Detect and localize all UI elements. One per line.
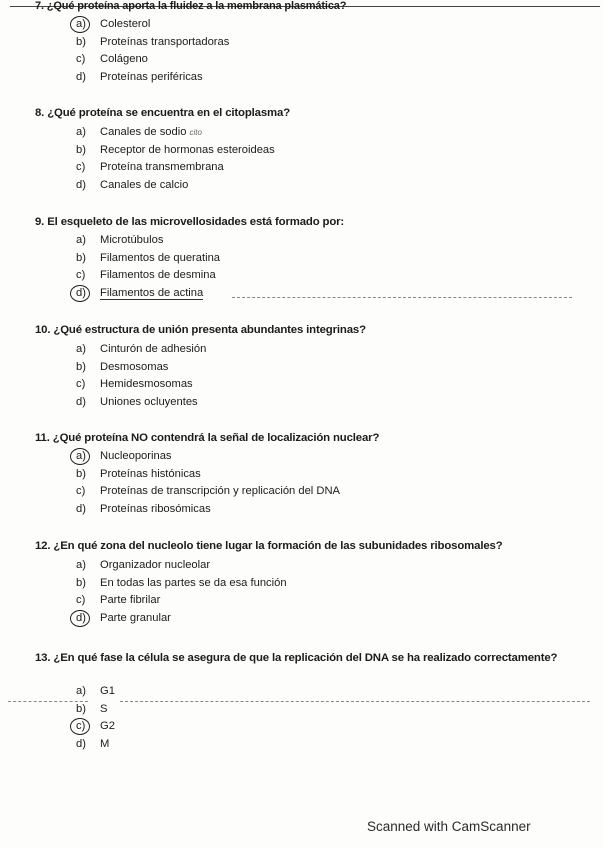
option-q11-d[interactable]: d) Proteínas ribosómicas [76, 502, 211, 515]
option-q8-d[interactable]: d) Canales de calcio [76, 178, 189, 191]
scan-dash-line [120, 701, 590, 702]
option-q11-a[interactable]: a) Nucleoporinas [76, 448, 340, 466]
option-q8-a[interactable]: a) Canales de sodio cito [76, 126, 202, 138]
option-q13-d[interactable]: d) M [76, 737, 110, 750]
option-q10-d[interactable]: d) Uniones ocluyentes [76, 395, 198, 408]
option-q11-b[interactable]: b) Proteínas histónicas [76, 467, 201, 480]
options-q12 [76, 557, 287, 627]
question-text: ¿Qué proteína NO contendrá la señal de localización nuclear? [52, 432, 380, 444]
option-q7-b[interactable]: b) Proteínas transportadoras [76, 35, 230, 48]
option-q7-d[interactable]: d) Proteínas periféricas [76, 70, 203, 83]
options-q7 [76, 16, 229, 86]
option-q13-a[interactable]: a) G1 [76, 685, 115, 697]
question-8 [35, 107, 580, 119]
option-q9-d[interactable]: d) Filamentos de actina [76, 285, 220, 303]
question-7 [35, 0, 580, 12]
question-number: 12. [35, 540, 51, 552]
options-q13 [76, 683, 115, 753]
question-number: 11. [35, 432, 50, 444]
selected-answer-circle [70, 448, 90, 465]
question-number: 8. [35, 107, 45, 119]
option-q7-c[interactable]: c) Colágeno [76, 53, 148, 65]
question-text: El esqueleto de las microvellosidades está formado por: [47, 216, 345, 228]
option-q10-c[interactable]: c) Hemidesmosomas [76, 378, 193, 390]
selected-answer-circle [70, 718, 90, 735]
question-text: ¿Qué proteína aporta la fluidez a la membrana plasmática? [46, 0, 347, 12]
options-q10 [76, 341, 206, 411]
option-q12-d[interactable]: d) Parte granular [76, 610, 287, 628]
selected-answer-circle [70, 16, 90, 33]
option-q7-a[interactable]: a) Colesterol [76, 16, 229, 34]
option-q13-c[interactable]: c) G2 [76, 718, 115, 736]
options-q11 [76, 448, 340, 518]
scan-dash-line [8, 701, 88, 702]
question-number: 10. [35, 324, 51, 336]
question-text: ¿En qué fase la célula se asegura de que la replicación del DNA se ha realizado correctamente? [53, 652, 558, 664]
question-10 [35, 324, 580, 336]
selected-answer-circle [70, 285, 90, 302]
question-12 [35, 540, 580, 552]
option-q12-b[interactable]: b) En todas las partes se da esa función [76, 576, 287, 589]
question-13 [35, 651, 580, 667]
handwritten-note: cito [189, 128, 202, 137]
option-q12-c[interactable]: c) Parte fibrilar [76, 594, 161, 606]
scanner-watermark: Scanned with CamScanner [367, 819, 531, 834]
question-9 [35, 216, 580, 228]
option-q10-b[interactable]: b) Desmosomas [76, 360, 169, 373]
selected-answer-circle [70, 610, 90, 627]
options-q8 [76, 124, 275, 194]
option-q11-c[interactable]: c) Proteínas de transcripción y replicación del DNA [76, 485, 341, 497]
option-q13-b[interactable]: b) S [76, 702, 108, 715]
option-q12-a[interactable]: a) Organizador nucleolar [76, 559, 211, 571]
option-q9-a[interactable]: a) Microtúbulos [76, 234, 164, 246]
question-text: ¿Qué proteína se encuentra en el citoplasma? [47, 107, 291, 119]
question-11 [35, 432, 580, 444]
options-q9 [76, 232, 220, 302]
option-q10-a[interactable]: a) Cinturón de adhesión [76, 343, 207, 355]
option-q8-b[interactable]: b) Receptor de hormonas esteroideas [76, 143, 275, 156]
question-text: ¿En qué zona del nucleolo tiene lugar la formación de las subunidades ribosomales? [53, 540, 503, 552]
scan-dash-line [232, 297, 572, 298]
question-number: 9. [35, 216, 45, 228]
question-number: 13. [35, 652, 51, 664]
option-q9-b[interactable]: b) Filamentos de queratina [76, 251, 221, 264]
option-q9-c[interactable]: c) Filamentos de desmina [76, 269, 216, 281]
option-q8-c[interactable]: c) Proteína transmembrana [76, 161, 224, 173]
question-number: 7. [35, 0, 44, 12]
question-text: ¿Qué estructura de unión presenta abundantes integrinas? [53, 324, 366, 336]
